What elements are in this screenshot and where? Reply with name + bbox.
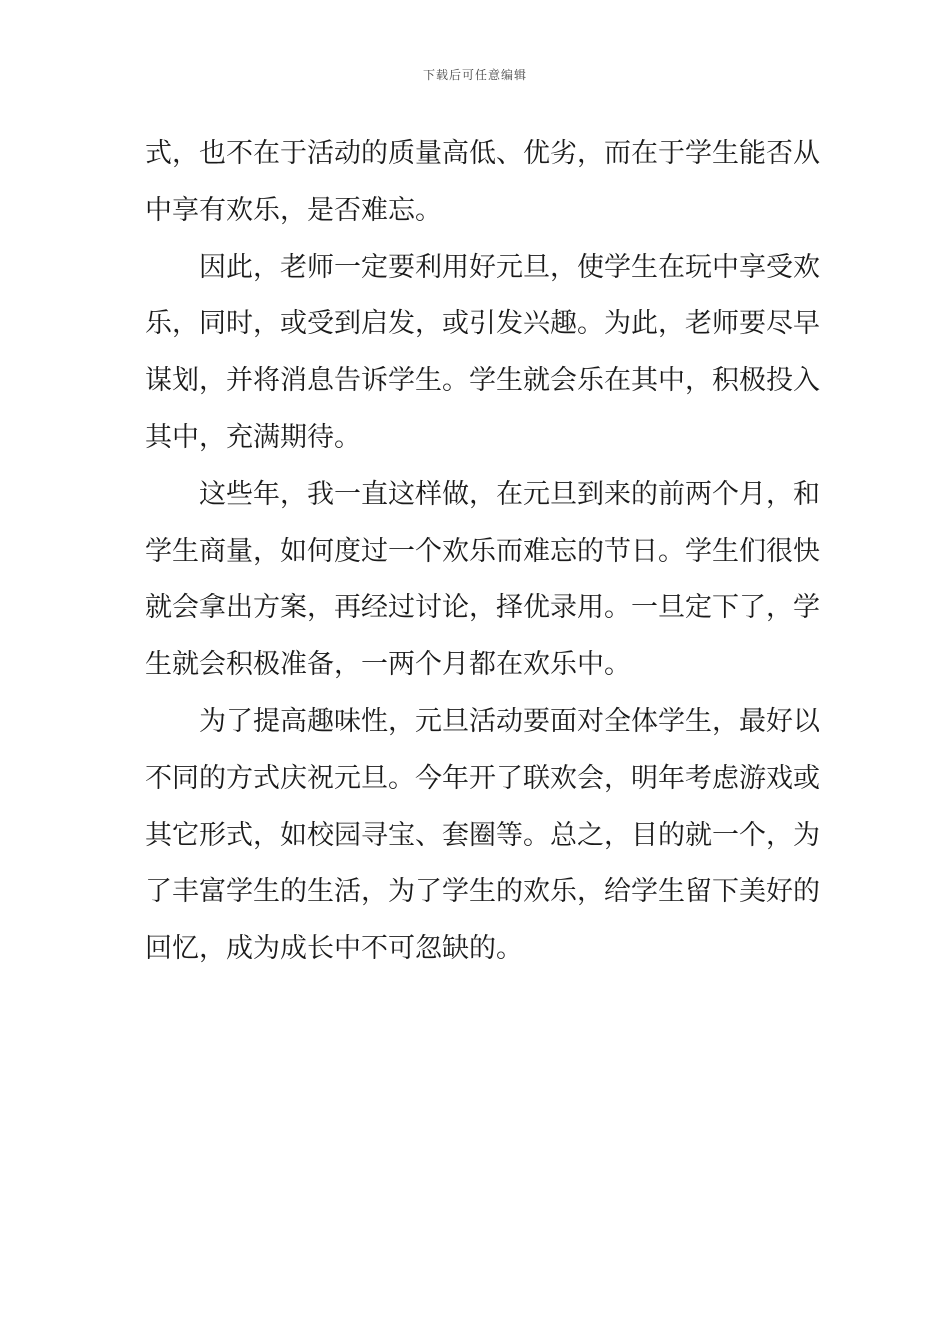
paragraph-line: 谋划，并将消息告诉学生。学生就会乐在其中，积极投入 — [145, 365, 820, 397]
paragraph-line: 就会拿出方案，再经过讨论，择优录用。一旦定下了，学 — [145, 592, 820, 624]
paragraph-line: 为了提高趣味性，元旦活动要面对全体学生，最好以 — [199, 705, 820, 737]
document-body — [145, 126, 820, 978]
paragraph-line: 式，也不在于活动的质量高低、优劣，而在于学生能否从 — [145, 138, 820, 169]
paragraph-line: 其它形式，如校园寻宝、套圈等。总之，目的就一个，为 — [145, 819, 820, 851]
page-header: 下载后可任意编辑 — [422, 68, 527, 82]
paragraph-line: 不同的方式庆祝元旦。今年开了联欢会，明年考虑游戏或 — [145, 762, 820, 794]
paragraph-line: 这些年，我一直这样做，在元旦到来的前两个月，和 — [199, 478, 820, 510]
paragraph-line: 中享有欢乐，是否难忘。 — [145, 194, 442, 226]
paragraph-line: 了丰富学生的生活，为了学生的欢乐，给学生留下美好的 — [145, 876, 820, 908]
paragraph-line: 回忆，成为成长中不可忽缺的。 — [145, 933, 523, 965]
paragraph-line: 生就会积极准备，一两个月都在欢乐中。 — [145, 649, 631, 681]
paragraph-line: 学生商量，如何度过一个欢乐而难忘的节日。学生们很快 — [145, 535, 820, 567]
paragraph-line: 因此，老师一定要利用好元旦，使学生在玩中享受欢 — [199, 251, 820, 283]
paragraph-line: 乐，同时，或受到启发，或引发兴趣。为此，老师要尽早 — [145, 308, 820, 340]
paragraph-line: 其中，充满期待。 — [145, 421, 361, 453]
